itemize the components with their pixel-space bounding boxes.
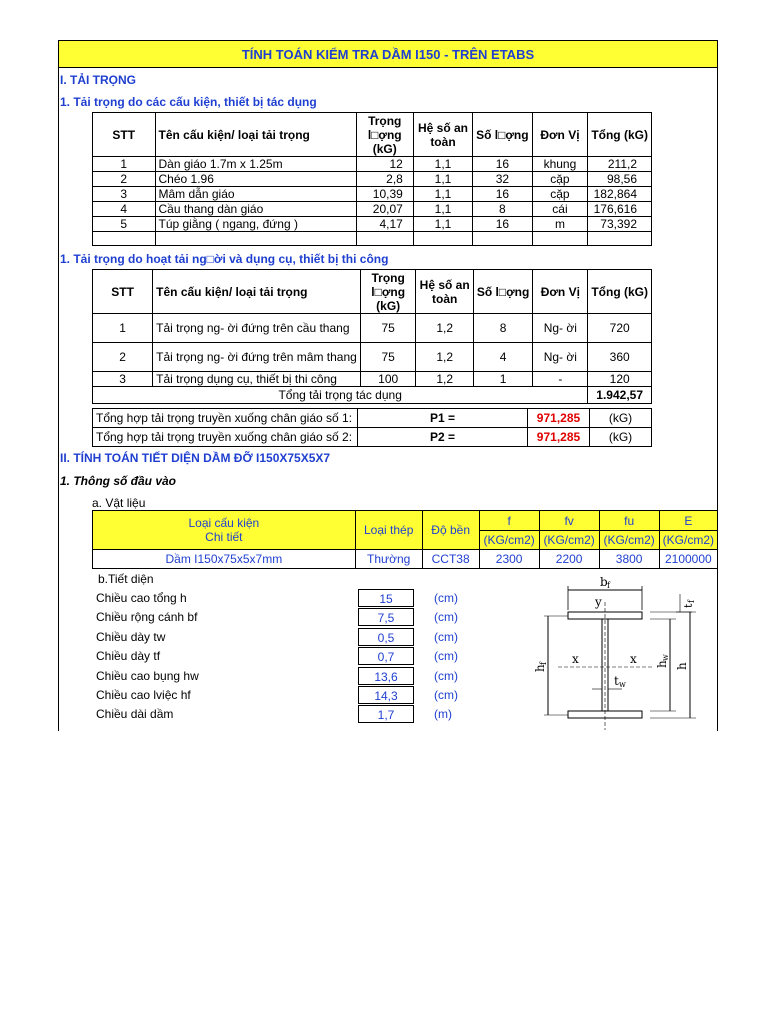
section-heading-beam: II. TÍNH TOÁN TIẾT DIỆN DẦM ĐỠ I150X75X5X7: [60, 451, 331, 465]
cell: Dàn giáo 1.7m x 1.25m: [155, 157, 356, 172]
hf-subscript: f: [539, 662, 548, 665]
tw-subscript: w: [619, 680, 626, 689]
cell: 100: [360, 372, 416, 387]
p1-label: Tổng hợp tải trọng truyền xuống chân giáo số 1:: [93, 409, 358, 428]
property-unit: (cm): [434, 668, 458, 683]
cell: 75: [360, 314, 416, 343]
cell: cái: [532, 202, 588, 217]
cell: 12: [356, 157, 413, 172]
material-table: [92, 510, 718, 569]
table-header-row: [93, 270, 652, 314]
cell: Tải trọng ng- ời đứng trên mâm thang: [153, 343, 361, 372]
cell: 1,1: [413, 217, 472, 232]
property-row: [96, 628, 476, 647]
property-value[interactable]: 7,5: [358, 608, 414, 626]
table-row: [93, 232, 652, 246]
cell: 1: [93, 314, 153, 343]
property-unit: (m): [434, 707, 452, 722]
cell: 8: [473, 314, 532, 343]
cell: 1,1: [413, 187, 472, 202]
material-type-label: Loại cấu kiện: [188, 516, 260, 530]
subheading-component-loads: 1. Tải trọng do các cấu kiện, thiết bị tác dụng: [60, 95, 317, 109]
header-cell: Hệ số an toàn: [413, 113, 472, 157]
cell: 720: [588, 314, 652, 343]
cell: 2,8: [356, 172, 413, 187]
material-header-row: [93, 511, 718, 531]
header-cell: Đơn Vị: [533, 270, 588, 314]
p2-name: P2 =: [358, 428, 528, 447]
cell: 4,17: [356, 217, 413, 232]
cell: 75: [360, 343, 416, 372]
total-value: 1.942,57: [588, 387, 652, 404]
cell: Cầu thang dàn giáo: [155, 202, 356, 217]
total-row: [93, 387, 652, 404]
cell: Tải trọng dụng cụ, thiết bị thi công: [153, 372, 361, 387]
property-value[interactable]: 0,7: [358, 647, 414, 665]
header-cell: Trọng l□ợng (kG): [356, 113, 413, 157]
header-cell: Đơn Vị: [532, 113, 588, 157]
property-value[interactable]: 1,7: [358, 705, 414, 723]
unit-cell: (KG/cm2): [479, 531, 539, 550]
property-name: Chiều rộng cánh bf: [96, 610, 198, 625]
table-header-row: [93, 113, 652, 157]
header-cell: Tên cấu kiện/ loại tải trọng: [153, 270, 361, 314]
cell: 1: [93, 157, 156, 172]
cell: Ng- ời: [533, 314, 588, 343]
header-cell: Số l□ợng: [473, 113, 532, 157]
fv-value: 2200: [539, 550, 599, 569]
section-label: b.Tiết diện: [98, 572, 154, 586]
tw-label: t: [614, 674, 619, 688]
cell: 5: [93, 217, 156, 232]
e-value: 2100000: [659, 550, 717, 569]
component-loads-table: [92, 112, 652, 246]
table-row: [93, 217, 652, 232]
cell: 4: [473, 343, 532, 372]
empty-cell: [532, 232, 588, 246]
property-value[interactable]: 13,6: [358, 667, 414, 685]
total-label: Tổng tải trọng tác dụng: [93, 387, 588, 404]
cell: 1,1: [413, 157, 472, 172]
hw-label: h: [655, 660, 669, 668]
cell: cặp: [532, 187, 588, 202]
x-label-left: x: [572, 652, 579, 666]
hw-subscript: w: [661, 654, 670, 661]
property-row: [96, 589, 476, 608]
property-name: Chiều dày tf: [96, 649, 161, 664]
property-unit: (cm): [434, 629, 458, 644]
table-row: [93, 187, 652, 202]
material-detail-label: Chi tiết: [205, 530, 243, 544]
empty-cell: [356, 232, 413, 246]
header-cell: Tên cấu kiện/ loại tải trọng: [155, 113, 356, 157]
property-value[interactable]: 14,3: [358, 686, 414, 704]
cell: 16: [473, 157, 532, 172]
header-cell: Tổng (kG): [588, 270, 652, 314]
cell: 3: [93, 187, 156, 202]
table-row: [93, 314, 652, 343]
material-row: [93, 550, 718, 569]
cell: 32: [473, 172, 532, 187]
p2-value: 971,285: [528, 428, 590, 447]
cell: 8: [473, 202, 532, 217]
cell: 176,616: [588, 202, 652, 217]
p2-label: Tổng hợp tải trọng truyền xuống chân giáo số 2:: [93, 428, 358, 447]
cell: khung: [532, 157, 588, 172]
cell: 16: [473, 187, 532, 202]
cell: 211,2: [588, 157, 652, 172]
fu-header: fu: [599, 511, 659, 531]
cell: Ng- ời: [533, 343, 588, 372]
cell: 120: [588, 372, 652, 387]
cell: 20,07: [356, 202, 413, 217]
support-loads-table: [92, 408, 652, 447]
unit-cell: (KG/cm2): [539, 531, 599, 550]
unit-cell: (KG/cm2): [599, 531, 659, 550]
empty-cell: [155, 232, 356, 246]
subheading-live-loads: 1. Tải trọng do hoạt tải ng□ời và dụng cụ, thiết bị thi công: [60, 252, 389, 266]
cell: Túp giằng ( ngang, đứng ): [155, 217, 356, 232]
x-label-right: x: [630, 652, 637, 666]
header-cell: Tổng (kG): [588, 113, 652, 157]
cell: 1,1: [413, 202, 472, 217]
bf-subscript: f: [607, 581, 610, 590]
header-cell: STT: [93, 113, 156, 157]
subheading-input-params: 1. Thông số đầu vào: [60, 474, 177, 488]
empty-cell: [588, 232, 652, 246]
e-header: E: [659, 511, 717, 531]
property-name: Chiều cao tổng h: [96, 591, 187, 605]
cell: 73,392: [588, 217, 652, 232]
steel-grade: CCT38: [422, 550, 479, 569]
steel-type-header: Loại thép: [355, 511, 422, 550]
cell: Tải trọng ng- ời đứng trên cầu thang: [153, 314, 361, 343]
p1-row: [93, 409, 652, 428]
header-cell: Hệ số an toàn: [416, 270, 473, 314]
hf-label: h: [533, 664, 547, 672]
p2-unit: (kG): [590, 428, 652, 447]
cell: 3: [93, 372, 153, 387]
page-title: TÍNH TOÁN KIỂM TRA DẦM I150 - TRÊN ETABS: [58, 40, 718, 68]
cell: 1: [473, 372, 532, 387]
cell: 1,2: [416, 314, 473, 343]
header-cell: STT: [93, 270, 153, 314]
f-header: f: [479, 511, 539, 531]
property-row: [96, 647, 476, 666]
property-name: Chiều dày tw: [96, 629, 166, 644]
material-label: a. Vật liệu: [92, 496, 146, 510]
cell: 1,1: [413, 172, 472, 187]
fu-value: 3800: [599, 550, 659, 569]
property-unit: (cm): [434, 649, 458, 664]
property-value[interactable]: 15: [358, 589, 414, 607]
cell: cặp: [532, 172, 588, 187]
cell: 4: [93, 202, 156, 217]
header-cell: Số l□ợng: [473, 270, 532, 314]
empty-cell: [413, 232, 472, 246]
header-cell: Trọng l□ợng (kG): [360, 270, 416, 314]
property-row: [96, 686, 476, 705]
section-heading-loads: I. TẢI TRỌNG: [60, 73, 136, 87]
empty-cell: [93, 232, 156, 246]
cell: -: [533, 372, 588, 387]
p1-unit: (kG): [590, 409, 652, 428]
cell: 10,39: [356, 187, 413, 202]
cell: 1,2: [416, 343, 473, 372]
material-type-header: [93, 511, 356, 550]
property-name: Chiều cao bụng hw: [96, 668, 199, 683]
cell: 360: [588, 343, 652, 372]
property-name: Chiều cao lviệc hf: [96, 688, 191, 702]
bf-label: b: [600, 575, 608, 589]
empty-cell: [473, 232, 532, 246]
steel-type: Thường: [355, 550, 422, 569]
tf-label: t: [682, 603, 695, 608]
cell: 2: [93, 343, 153, 372]
cell: 2: [93, 172, 156, 187]
property-row: [96, 667, 476, 686]
cell: 1,2: [416, 372, 473, 387]
property-unit: (cm): [434, 610, 458, 625]
table-row: [93, 343, 652, 372]
cell: Mâm dẫn giáo: [155, 187, 356, 202]
table-row: [93, 202, 652, 217]
cell: 16: [473, 217, 532, 232]
p1-value: 971,285: [528, 409, 590, 428]
table-row: [93, 372, 652, 387]
i-beam-diagram: [530, 572, 720, 730]
p1-name: P1 =: [358, 409, 528, 428]
cell: 182,864: [588, 187, 652, 202]
property-row: [96, 705, 476, 724]
cell: m: [532, 217, 588, 232]
tf-subscript: f: [687, 600, 696, 603]
f-value: 2300: [479, 550, 539, 569]
y-label: y: [595, 595, 602, 609]
live-loads-table: [92, 269, 652, 404]
property-unit: (cm): [434, 688, 458, 702]
fv-header: fv: [539, 511, 599, 531]
beam-name: Dầm I150x75x5x7mm: [93, 550, 356, 569]
property-row: [96, 608, 476, 627]
cell: 98,56: [588, 172, 652, 187]
p2-row: [93, 428, 652, 447]
cell: Chéo 1.96: [155, 172, 356, 187]
table-row: [93, 157, 652, 172]
strength-header: Độ bền: [422, 511, 479, 550]
property-value[interactable]: 0,5: [358, 628, 414, 646]
property-name: Chiều dài dầm: [96, 707, 174, 722]
h-label: h: [675, 662, 689, 670]
table-row: [93, 172, 652, 187]
property-unit: (cm): [434, 591, 458, 605]
unit-cell: (KG/cm2): [659, 531, 717, 550]
